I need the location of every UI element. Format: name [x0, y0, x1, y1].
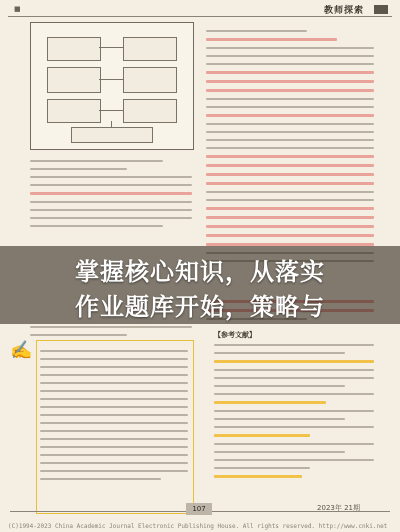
issue-label: 2023年 21期 [317, 504, 360, 512]
reference-line [214, 426, 374, 428]
text-line [40, 422, 188, 424]
highlighted-line [206, 207, 374, 210]
journal-title: 教师探索 [323, 6, 364, 16]
text-line [206, 63, 374, 65]
text-line [40, 430, 188, 432]
text-line [30, 217, 192, 219]
text-line [40, 390, 188, 392]
diagram-box [123, 67, 177, 93]
reference-highlight [214, 401, 326, 404]
overlay-title-line-1: 掌握核心知识，从落实 [75, 258, 325, 286]
reference-line [214, 344, 374, 346]
text-line [206, 139, 374, 141]
header-corner-block [374, 5, 388, 14]
diagram-box [123, 37, 177, 61]
diagram-connector [111, 121, 112, 127]
text-line [40, 414, 188, 416]
text-line [206, 147, 374, 149]
text-line [30, 225, 163, 227]
diagram-box [71, 127, 153, 143]
text-line [30, 326, 192, 328]
text-line [40, 406, 188, 408]
text-line [40, 366, 188, 368]
figure-diagram [30, 22, 194, 150]
text-line [30, 201, 192, 203]
reference-highlight [214, 475, 302, 478]
reference-line [214, 451, 345, 453]
highlighted-line [206, 71, 374, 74]
text-line [40, 462, 188, 464]
highlighted-passage-text [40, 350, 188, 486]
left-text-block [30, 160, 192, 233]
reference-line [214, 385, 345, 387]
copyright-line: (C)1994-2023 China Academic Journal Electronic Publishing House. All rights reserved. http://www.cnki.net [8, 523, 388, 530]
text-line [30, 184, 192, 186]
right-text-block [206, 30, 374, 268]
highlighted-heading [206, 38, 337, 41]
text-line [40, 438, 188, 440]
highlighted-line [206, 164, 374, 167]
highlighted-line [206, 80, 374, 83]
text-line [206, 98, 374, 100]
diagram-connector [99, 79, 123, 80]
text-line [206, 55, 374, 57]
reference-line [214, 418, 345, 420]
text-line [40, 350, 188, 352]
text-line [40, 470, 188, 472]
text-line [30, 176, 192, 178]
text-line [40, 478, 161, 480]
page-number: 107 [186, 503, 212, 515]
highlighted-line [206, 155, 374, 158]
reference-line [214, 377, 374, 379]
highlighted-line [30, 192, 192, 195]
reference-line [214, 352, 345, 354]
highlighted-line [206, 234, 374, 237]
highlighted-line [206, 114, 374, 117]
text-line [206, 47, 374, 49]
text-line [206, 106, 374, 108]
diagram-box [47, 67, 101, 93]
reference-highlight [214, 434, 310, 437]
reference-line [214, 369, 374, 371]
text-line [30, 168, 127, 170]
text-line [40, 398, 188, 400]
overlay-title-line-2: 作业题库开始，策略与 [75, 293, 325, 321]
highlighted-line [206, 182, 374, 185]
reference-line [214, 410, 374, 412]
header-rule [8, 16, 392, 17]
diagram-connector [99, 47, 123, 48]
highlighted-line [206, 173, 374, 176]
margin-handwritten-mark: ✍ [10, 340, 33, 361]
text-line [40, 358, 188, 360]
diagram-box [47, 37, 101, 61]
diagram-box [47, 99, 101, 123]
references-list [214, 344, 374, 484]
diagram-box [123, 99, 177, 123]
text-line [206, 199, 374, 201]
text-line [40, 446, 188, 448]
text-line [40, 454, 188, 456]
text-line [206, 30, 307, 32]
text-line [40, 382, 188, 384]
reference-line [214, 443, 374, 445]
text-line [206, 123, 374, 125]
highlighted-line [206, 89, 374, 92]
references-heading: 【参考文献】 [214, 331, 256, 339]
highlighted-line [206, 225, 374, 228]
text-line [30, 334, 127, 336]
highlighted-line [206, 216, 374, 219]
header-left-mark: ■ [14, 5, 21, 13]
diagram-connector [99, 110, 123, 111]
reference-line [214, 467, 310, 469]
reference-line [214, 393, 374, 395]
text-line [30, 160, 163, 162]
text-line [30, 209, 192, 211]
reference-line [214, 459, 374, 461]
text-line [40, 374, 188, 376]
text-line [206, 131, 374, 133]
text-line [206, 191, 374, 193]
reference-highlight [214, 360, 374, 363]
